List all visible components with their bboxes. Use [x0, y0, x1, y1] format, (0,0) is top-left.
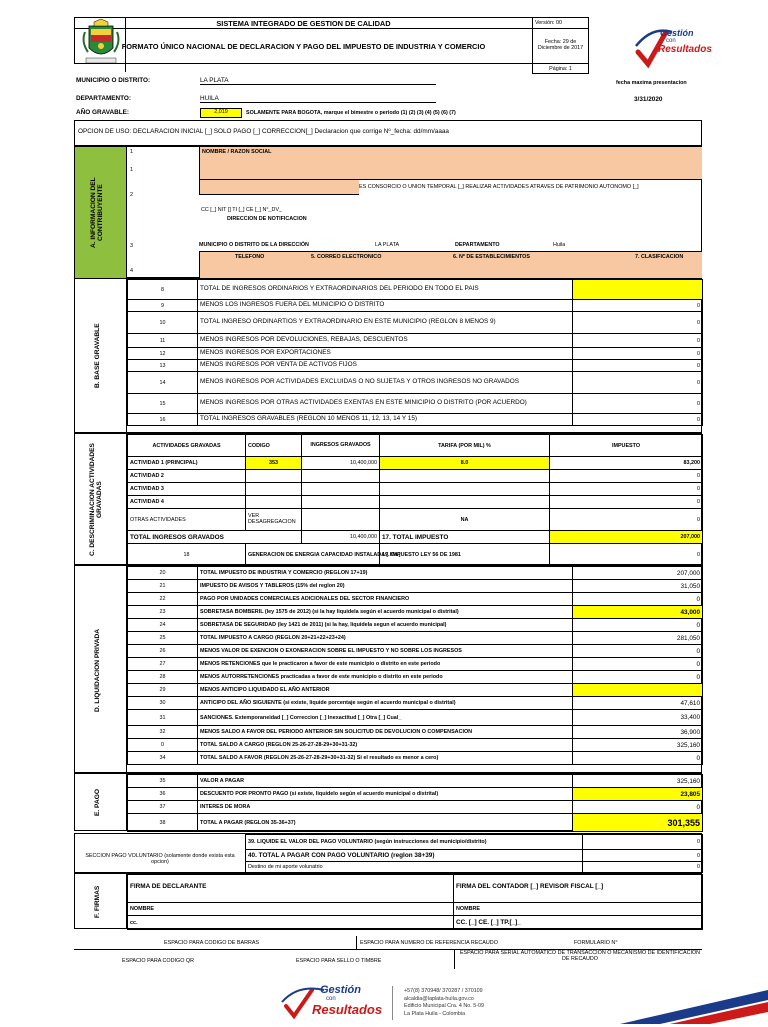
- row-number: 38: [128, 814, 198, 832]
- form-row: [128, 752, 703, 765]
- row-description: SANCIONES. Extemporaneidad [_] Correccion [_] Inexactitud [_] Otra [_] Cual_: [198, 710, 573, 726]
- row-number: 8: [128, 280, 198, 300]
- row39-text: 39. LIQUIDE EL VALOR DEL PAGO VOLUNTARIO (según instrucciones del municipio/distrito): [246, 835, 583, 850]
- row40-value: 0: [583, 850, 703, 862]
- total-impuesto-value[interactable]: 207,000: [550, 531, 703, 544]
- email-text: alcaldia@laplata-huila.gov.co: [404, 995, 474, 1002]
- serial-automatico-label: ESPACIO PARA SERIAL AUTOMATICO DE TRANSACCION O MECANISMO DE IDENTIFICACION DE RECAUDO: [459, 950, 701, 962]
- form-row: [128, 360, 703, 372]
- footer-resultados: Resultados: [312, 1002, 383, 1017]
- departamento-label: DEPARTAMENTO:: [76, 95, 132, 102]
- row-description: TOTAL IMPUESTO A CARGO (REGLON 20+21+22+23+24): [198, 632, 573, 645]
- footer-gestion: Gestión: [320, 984, 361, 996]
- row-description: MENOS INGRESOS POR VENTA DE ACTIVOS FIJOS: [198, 360, 573, 372]
- row-number: 28: [128, 671, 198, 684]
- activity-impuesto[interactable]: 0: [550, 496, 703, 509]
- otras-label: OTRAS ACTIVIDADES: [128, 509, 246, 531]
- pago-table: [127, 774, 703, 832]
- row-value[interactable]: 0: [573, 360, 703, 372]
- row-description: MENOS INGRESOS POR ACTIVIDADES EXCLUIDAS O NO SUJETAS Y OTROS INGRESOS NO GRAVADOS: [198, 372, 573, 394]
- footer-con: con: [326, 996, 336, 1002]
- brand-resultados: Resultados: [658, 44, 712, 55]
- depto-label: DEPARTAMENTO: [455, 242, 500, 248]
- fecha-label: Fecha: 29 de Diciembre de 2017: [533, 29, 589, 64]
- departamento-value: HUILA: [200, 95, 436, 103]
- direccion-label: DIRECCION DE NOTIFICACION: [227, 216, 307, 222]
- row-value[interactable]: 0: [573, 394, 703, 414]
- firma-contador[interactable]: FIRMA DEL CONTADOR [_] REVISOR FISCAL [_]: [454, 875, 703, 903]
- address1-text: Edificio Municipal Cra. 4 No. 5-09: [404, 1003, 484, 1009]
- row-value[interactable]: 31,050: [573, 580, 703, 593]
- activity-codigo[interactable]: [246, 496, 302, 509]
- activity-impuesto[interactable]: 0: [550, 483, 703, 496]
- row-number: 15: [128, 394, 198, 414]
- row-number: 0: [128, 739, 198, 752]
- otras-tarifa: NA: [380, 509, 550, 531]
- municipio-label: MUNICIPIO O DISTRITO:: [76, 77, 151, 84]
- fecha-max-label: fecha maxima presentacion: [616, 80, 687, 86]
- correo-label: 5. CORREO ELECTRONICO: [311, 254, 382, 260]
- activity-row: [128, 483, 703, 496]
- activity-ingresos[interactable]: [302, 483, 380, 496]
- form-row: [128, 814, 703, 832]
- destino-text: Destino de mi aporte volunatrio: [246, 862, 583, 873]
- row-num: 3: [130, 243, 133, 249]
- activity-row: [128, 470, 703, 483]
- row-description: DESCUENTO POR PRONTO PAGO (si existe, liquidelo según el acuerdo municipal o distrital): [198, 788, 573, 801]
- opcion-uso-box: [74, 120, 702, 146]
- row-value[interactable]: 36,900: [573, 726, 703, 739]
- row-value[interactable]: 47,610: [573, 697, 703, 710]
- row-description: SOBRETASA BOMBERIL (ley 1575 de 2012) (si la hay liquidela según el acuerdo municipal o distrital): [198, 606, 573, 619]
- section-e: [74, 773, 702, 831]
- row-description: PAGO POR UNIDADES COMERCIALES ADICIONALES DEL SECTOR FINANCIERO: [198, 593, 573, 606]
- section-c-label: C. DESCRIMINACION ACTIVIDADES GRAVADAS: [88, 443, 103, 556]
- ano-gravable-value[interactable]: 2,019: [200, 108, 242, 118]
- row-number: 30: [128, 697, 198, 710]
- row-number: 20: [128, 567, 198, 580]
- col-codigo: CODIGO: [246, 435, 302, 457]
- activity-tarifa[interactable]: [380, 483, 550, 496]
- total-ingresos-value: 10,400,000: [302, 531, 380, 544]
- activity-tarifa[interactable]: [380, 470, 550, 483]
- section-voluntario: [74, 833, 702, 873]
- form-row: [128, 632, 703, 645]
- row-description: IMPUESTO DE AVISOS Y TABLEROS (15% del reglon 20): [198, 580, 573, 593]
- row-description: MENOS LOS INGRESOS FUERA DEL MUNICIPIO O DISTRITO: [198, 300, 573, 312]
- ano-gravable-label: AÑO GRAVABLE:: [76, 109, 130, 116]
- nombre-label: NOMBRE / RAZON SOCIAL: [202, 149, 272, 155]
- row-value[interactable]: 0: [573, 312, 703, 334]
- row-number: 37: [128, 801, 198, 814]
- codigo-barras-label: ESPACIO PARA CODIGO DE BARRAS: [164, 940, 260, 946]
- row-number: 26: [128, 645, 198, 658]
- row-description: TOTAL SALDO A FAVOR (REGLON 25-26-27-28-29+30+31-32) Si el resultado es menor a cero): [198, 752, 573, 765]
- liquidacion-table: [127, 566, 703, 765]
- voluntario-label: SECCION PAGO VOLUNTARIO (solamente donde exista esta opcion): [85, 853, 235, 865]
- row-description: INTERES DE MORA: [198, 801, 573, 814]
- activity-ingresos[interactable]: 10,400,000: [302, 457, 380, 470]
- municipio-value: LA PLATA: [200, 77, 436, 85]
- form-row: [128, 645, 703, 658]
- form-row: [128, 334, 703, 348]
- row40-text: 40. TOTAL A PAGAR CON PAGO VOLUNTARIO (reglon 38+39): [246, 850, 583, 862]
- row-description: MENOS INGRESOS POR OTRAS ACTIVIDADES EXENTAS EN ESTE MINICIPIO O DISTRITO (POR ACUERDO): [198, 394, 573, 414]
- row-number: 12: [128, 348, 198, 360]
- row-value[interactable]: 0: [573, 619, 703, 632]
- id-number-field[interactable]: [199, 180, 359, 195]
- row-number: 27: [128, 658, 198, 671]
- row-value[interactable]: 0: [573, 372, 703, 394]
- row-value[interactable]: 0: [573, 593, 703, 606]
- form-row: [128, 684, 703, 697]
- form-row: [128, 788, 703, 801]
- contact-row[interactable]: [199, 251, 702, 278]
- col-tarifa: TARIFA (POR MIL) %: [380, 435, 550, 457]
- activity-row: [128, 496, 703, 509]
- brand-con: con: [666, 38, 676, 44]
- form-row: [128, 671, 703, 684]
- telefono-label: TELEFONO: [235, 254, 265, 260]
- form-row: [128, 300, 703, 312]
- activity-ingresos[interactable]: [302, 496, 380, 509]
- row-description: TOTAL DE INGRESOS ORDINARIOS Y EXTRAORDINARIOS DEL PERIODO EN TODO EL PAIS: [198, 280, 573, 300]
- row-description: MENOS ANTICIPO LIQUIDADO EL AÑO ANTERIOR: [198, 684, 573, 697]
- brand-logo-top: [632, 22, 712, 70]
- row-value[interactable]: 281,050: [573, 632, 703, 645]
- form-row: [128, 775, 703, 788]
- activity-name: ACTIVIDAD 2: [128, 470, 246, 483]
- activity-tarifa[interactable]: 8.0: [380, 457, 550, 470]
- section-firmas: [74, 873, 702, 929]
- row-description: MENOS INGRESOS POR DEVOLUCIONES, REBAJAS, DESCUENTOS: [198, 334, 573, 348]
- row-description: MENOS AUTORRETENCIONES practicadas a favor de este municipio o distrito en este periodo: [198, 671, 573, 684]
- row19-text: 19. IMPUESTO LEY 56 DE 1981: [380, 544, 550, 566]
- footer: [0, 980, 768, 1024]
- activity-codigo[interactable]: 353: [246, 457, 302, 470]
- form-row: [128, 697, 703, 710]
- row19-value: 0: [550, 544, 703, 566]
- row-number: 10: [128, 312, 198, 334]
- ver-desagregacion[interactable]: VER DESAGREGACION: [246, 509, 302, 531]
- row-number: 36: [128, 788, 198, 801]
- form-row: [128, 658, 703, 671]
- firma-declarante[interactable]: FIRMA DE DECLARANTE: [128, 875, 454, 903]
- formulario-label: FORMULARIO N°: [574, 940, 618, 946]
- form-row: [128, 312, 703, 334]
- row-description: MENOS INGRESOS POR EXPORTACIONES: [198, 348, 573, 360]
- address2-text: La Plata Huila - Colombia: [404, 1010, 466, 1017]
- row-number: 14: [128, 372, 198, 394]
- form-row: [128, 710, 703, 726]
- base-gravable-table: [127, 279, 703, 426]
- row-number: 34: [128, 752, 198, 765]
- form-row: [128, 394, 703, 414]
- section-c: [74, 433, 702, 565]
- row-number: 11: [128, 334, 198, 348]
- row39-value[interactable]: 0: [583, 835, 703, 850]
- row-value[interactable]: [573, 684, 703, 697]
- row-num: 1: [130, 167, 133, 173]
- activity-name: ACTIVIDAD 4: [128, 496, 246, 509]
- depto-value: Huila: [553, 242, 566, 248]
- activity-row: [128, 457, 703, 470]
- row-number: 25: [128, 632, 198, 645]
- row-number: 13: [128, 360, 198, 372]
- form-row: [128, 372, 703, 394]
- activity-codigo[interactable]: [246, 470, 302, 483]
- row-description: TOTAL INGRESOS GRAVABLES (REGLON 10 MENOS 11, 12, 13, 14 Y 15): [198, 414, 573, 426]
- row-number: 31: [128, 710, 198, 726]
- bogota-note: SOLAMENTE PARA BOGOTA, marque el bimestre o periodo (1) (2) (3) (4) (5) (6) (7): [246, 110, 456, 116]
- section-firmas-label: F. FIRMAS: [93, 885, 101, 918]
- row-value[interactable]: 0: [573, 348, 703, 360]
- activity-name: ACTIVIDAD 1 (PRINCIPAL): [128, 457, 246, 470]
- activity-impuesto[interactable]: 0: [550, 470, 703, 483]
- otras-impuesto: 0: [550, 509, 703, 531]
- activity-impuesto[interactable]: 83,200: [550, 457, 703, 470]
- col-ingresos: INGRESOS GRAVADOS: [302, 435, 380, 457]
- row18-text: GENERACION DE ENERGIA CAPACIDAD INSTALADA [ KW]: [246, 544, 380, 566]
- numero-referencia-label: ESPACIO PARA NUMERO DE REFERENCIA RECAUDO: [360, 940, 498, 946]
- actividades-table: [127, 434, 703, 566]
- form-row: [128, 280, 703, 300]
- fecha-max-value: 3/31/2020: [634, 96, 663, 103]
- section-b: [74, 278, 702, 433]
- row-value[interactable]: 207,000: [573, 567, 703, 580]
- row-value[interactable]: 0: [573, 658, 703, 671]
- row-value[interactable]: [573, 280, 703, 300]
- row-number: 21: [128, 580, 198, 593]
- sello-timbre-label: ESPACIO PARA SELLO O TIMBRE: [296, 958, 382, 964]
- row18-num: 18: [128, 544, 246, 566]
- section-e-label: E. PAGO: [93, 789, 101, 816]
- section-a-label: A. INFORMACION DEL CONTRIBUYENTE: [89, 177, 104, 248]
- row-value[interactable]: 301,355: [573, 814, 703, 832]
- form-row: [128, 593, 703, 606]
- form-row: [128, 619, 703, 632]
- section-b-label: B. BASE GRAVABLE: [93, 323, 101, 389]
- row-value[interactable]: 0: [573, 801, 703, 814]
- form-row: [128, 348, 703, 360]
- nombre-field[interactable]: [199, 147, 702, 180]
- row-value[interactable]: 0: [573, 752, 703, 765]
- phone-text: +57(8) 370948/ 370287 / 370109: [404, 988, 483, 994]
- row-number: 9: [128, 300, 198, 312]
- nombre-declarante[interactable]: NOMBRE: [128, 903, 454, 916]
- row-description: MENOS SALDO A FAVOR DEL PERIODO ANTERIOR SIN SOLICITUD DE DEVOLUCION O COMPENSACION: [198, 726, 573, 739]
- form-row: [128, 739, 703, 752]
- destino-value[interactable]: 0: [583, 862, 703, 873]
- footer-contact: [404, 988, 484, 1018]
- form-row: [128, 726, 703, 739]
- section-d-label: D. LIQUIDACION PRIVADA: [93, 627, 101, 712]
- row-value[interactable]: 0: [573, 300, 703, 312]
- row-value[interactable]: 43,000: [573, 606, 703, 619]
- header: [74, 17, 702, 73]
- section-d: [74, 565, 702, 773]
- activity-codigo[interactable]: [246, 483, 302, 496]
- form-row: [128, 414, 703, 426]
- row-description: VALOR A PAGAR: [198, 775, 573, 788]
- row-value[interactable]: 0: [573, 671, 703, 684]
- system-title: SISTEMA INTEGRADO DE GESTION DE CALIDAD: [75, 18, 533, 29]
- row-number: 35: [128, 775, 198, 788]
- row-description: TOTAL SALDO A CARGO (REGLON 25-26-27-28-29+30+31-32): [198, 739, 573, 752]
- row-description: MENOS VALOR DE EXENCION O EXONERACION SOBRE EL IMPUESTO Y NO SOBRE LOS INGRESOS: [198, 645, 573, 658]
- form-row: [128, 580, 703, 593]
- row-number: 24: [128, 619, 198, 632]
- row-num: 4: [130, 268, 133, 274]
- row-description: SOBRETASA DE SEGURIDAD (ley 1421 de 2011) (si la hay, liquidela segun el acuerdo municipal): [198, 619, 573, 632]
- row-value[interactable]: 23,805: [573, 788, 703, 801]
- row-number: 32: [128, 726, 198, 739]
- activity-tarifa[interactable]: [380, 496, 550, 509]
- total-impuesto-label: 17. TOTAL IMPUESTO: [380, 531, 550, 544]
- row-value[interactable]: 325,160: [573, 775, 703, 788]
- section-a: [74, 146, 702, 278]
- form-row: [128, 801, 703, 814]
- establecimientos-label: 6. Nº DE ESTABLECIMIENTOS: [453, 254, 530, 260]
- row-description: TOTAL A PAGAR (REGLON 35-36+37): [198, 814, 573, 832]
- row-description: TOTAL INGRESO ORDINARTIOS Y EXTRAORDINARIO EN ESTE MUNICIPIO (REGLON 8 MENOS 9): [198, 312, 573, 334]
- row-number: 29: [128, 684, 198, 697]
- codigo-qr-label: ESPACIO PARA CODIGO QR: [122, 958, 194, 964]
- consorcio-options[interactable]: ES CONSORCIO O UNION TEMPORAL [_] REALIZAR ACTIVIDADES ATRAVES DE PATRIMONIO AUTONOMO [_]: [359, 184, 639, 190]
- col-actividades: ACTIVIDADES GRAVADAS: [128, 435, 246, 457]
- row-num: 2: [130, 192, 133, 198]
- cc-contador[interactable]: CC. [_] CE. [_] TP.[_]_: [454, 916, 703, 930]
- municipio-dir-label: MUNICIPIO O DISTRITO DE LA DIRECCIÓN: [199, 242, 309, 248]
- brand-gestion: Gestión: [660, 28, 694, 38]
- row-description: ANTICIPO DEL AÑO SIGUIENTE (si existe, liquide porcentaje según el acuerdo municipal o distrital): [198, 697, 573, 710]
- bottom-spaces: [74, 936, 702, 972]
- pagina-label: Página: 1: [533, 64, 589, 74]
- row-description: MENOS RETENCIONES que le practicaron a favor de este municipio o distrito en este periodo: [198, 658, 573, 671]
- row-value[interactable]: 0: [573, 414, 703, 426]
- row-value[interactable]: 0: [573, 645, 703, 658]
- row-value[interactable]: 325,160: [573, 739, 703, 752]
- form-row: [128, 567, 703, 580]
- nombre-contador[interactable]: NOMBRE: [454, 903, 703, 916]
- form-row: [128, 606, 703, 619]
- col-impuesto: IMPUESTO: [550, 435, 703, 457]
- opcion-uso-text: OPCION DE USO: DECLARACION INICIAL [_] SOLO PAGO [_] CORRECCION[_] Declaracion que corrige Nº_fecha: dd/mm/aaaa: [78, 128, 449, 135]
- cc-declarante[interactable]: cc.: [128, 916, 454, 930]
- total-ingresos-label: TOTAL INGRESOS GRAVADOS: [128, 531, 302, 544]
- row-description: TOTAL IMPUESTO DE INDUSTRIA Y COMERCIO (REGLON 17+19): [198, 567, 573, 580]
- activity-name: ACTIVIDAD 3: [128, 483, 246, 496]
- municipal-shield-logo: [76, 18, 126, 72]
- activity-ingresos[interactable]: [302, 470, 380, 483]
- municipio-dir-value: LA PLATA: [375, 242, 400, 248]
- row-number: 16: [128, 414, 198, 426]
- clasificacion-label: 7. CLASIFICACION: [635, 254, 684, 260]
- row-value[interactable]: 0: [573, 334, 703, 348]
- row-num: 1: [130, 149, 133, 155]
- form-title: FORMATO ÚNICO NACIONAL DE DECLARACION Y PAGO DEL IMPUESTO DE INDUSTRIA Y COMERCIO: [75, 29, 533, 64]
- cc-options[interactable]: CC [_] NIT [] TI [_] CE [_] N°_DV_: [201, 207, 283, 213]
- footer-brand-logo: [280, 984, 388, 1022]
- row-value[interactable]: 33,400: [573, 710, 703, 726]
- footer-stripes: [600, 980, 768, 1024]
- version-label: Versión: 00: [533, 18, 589, 29]
- row-number: 22: [128, 593, 198, 606]
- row-number: 23: [128, 606, 198, 619]
